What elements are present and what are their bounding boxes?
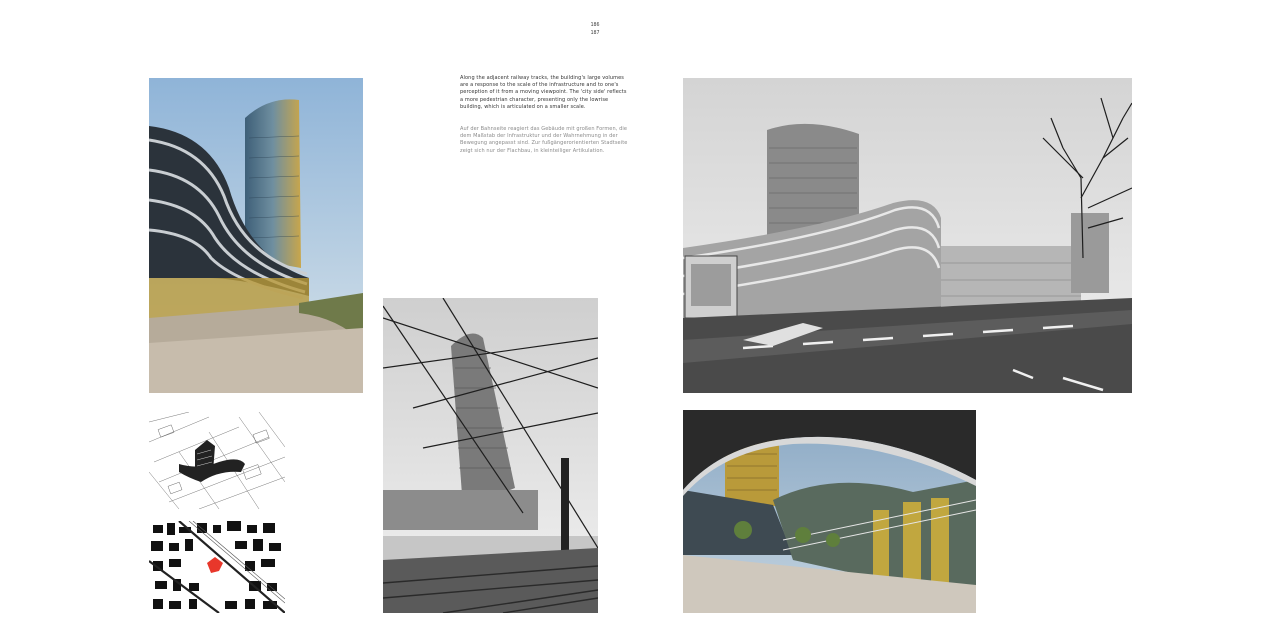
photo-railway-bw xyxy=(383,298,598,613)
site-plan-map xyxy=(149,521,285,613)
photo-tower-dusk xyxy=(149,78,363,393)
photo-street-bw xyxy=(683,78,1132,393)
photo-courtyard-arch xyxy=(683,410,976,613)
page-number-right: 187 xyxy=(590,30,600,36)
page-numbers xyxy=(580,21,610,37)
body-text-german: Auf der Bahnseite reagiert das Gebäude mit großen Formen, die dem Maßstab der Infrastruktur und der Wahrnehmung in der Bewegung angepasst sind. Zur fußgängerorientierten Stadtseite zeigt sich nur der Flachbau, in kleinteiliger Artikulation. xyxy=(460,126,628,154)
body-text-english: Along the adjacent railway tracks, the building's large volumes are a response to the scale of the infrastructure and to one's perception of it from a moving viewpoint. The 'city side' reflects a more pedestrian character, presenting only the lowrise building, which is articulated on a smaller scale. xyxy=(460,75,627,110)
axonometric-drawing xyxy=(149,412,285,509)
page-number-left: 186 xyxy=(590,22,600,28)
